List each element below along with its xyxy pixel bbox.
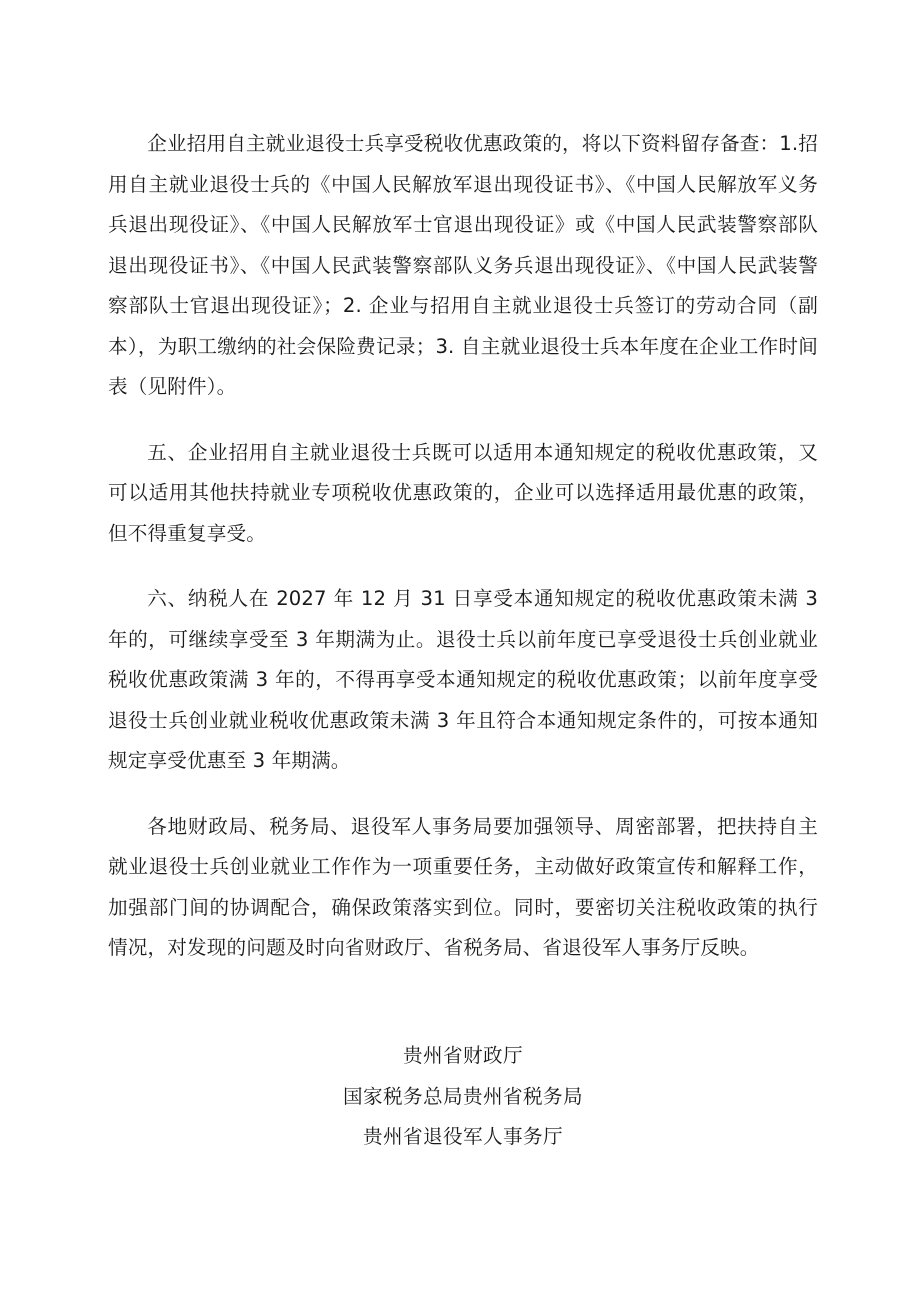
signature-tax-bureau: 国家税务总局贵州省税务局: [343, 1084, 583, 1108]
paragraph-implementation: 各地财政局、税务局、退役军人事务局要加强领导、周密部署，把扶持自主就业退役士兵创业就业工作作为一项重要任务，主动做好政策宣传和解释工作，加强部门间的协调配合，确保政策落实到位。同时，要密切关注税收政策的执行情况，对发现的问题及时向省财政厅、省税务局、省退役军人事务厅反映。: [108, 814, 818, 959]
paragraph-archive-materials: 企业招用自主就业退役士兵享受税收优惠政策的，将以下资料留存备查：1.招用自主就业退役士兵的《中国人民解放军退出现役证书》、《中国人民解放军义务兵退出现役证》、《中国人民解放军士官退出现役证》或《中国人民武装警察部队退出现役证书》、《中国人民武装警察部队义务兵退出现役证》、《中国人民武装警察部队士官退出现役证》；2. 企业与招用自主就业退役士兵签订的劳动合同（副本），为职工缴纳的社会保险费记录；3. 自主就业退役士兵本年度在企业工作时间表（见附件）。: [108, 132, 818, 398]
document-body: [108, 124, 818, 994]
signature-finance-department: 贵州省财政厅: [403, 1044, 523, 1067]
signature-veterans-department: 贵州省退役军人事务厅: [363, 1125, 563, 1148]
paragraph-section-six: 六、纳税人在 2027 年 12 月 31 日享受本通知规定的税收优惠政策未满 3 年的，可继续享受至 3 年期满为止。退役士兵以前年度已享受退役士兵创业就业税收优惠政策满 3 年的，不得再享受本通知规定的税收优惠政策；以前年度享受退役士兵创业就业税收优惠政策未满 3 年且符合本通知规定条件的，可按本通知规定享受优惠至 3 年期满。: [108, 587, 818, 772]
paragraph-section-five: 五、企业招用自主就业退役士兵既可以适用本通知规定的税收优惠政策，又可以适用其他扶持就业专项税收优惠政策的，企业可以选择适用最优惠的政策，但不得重复享受。: [108, 440, 818, 545]
signature-block: [108, 1036, 818, 1158]
